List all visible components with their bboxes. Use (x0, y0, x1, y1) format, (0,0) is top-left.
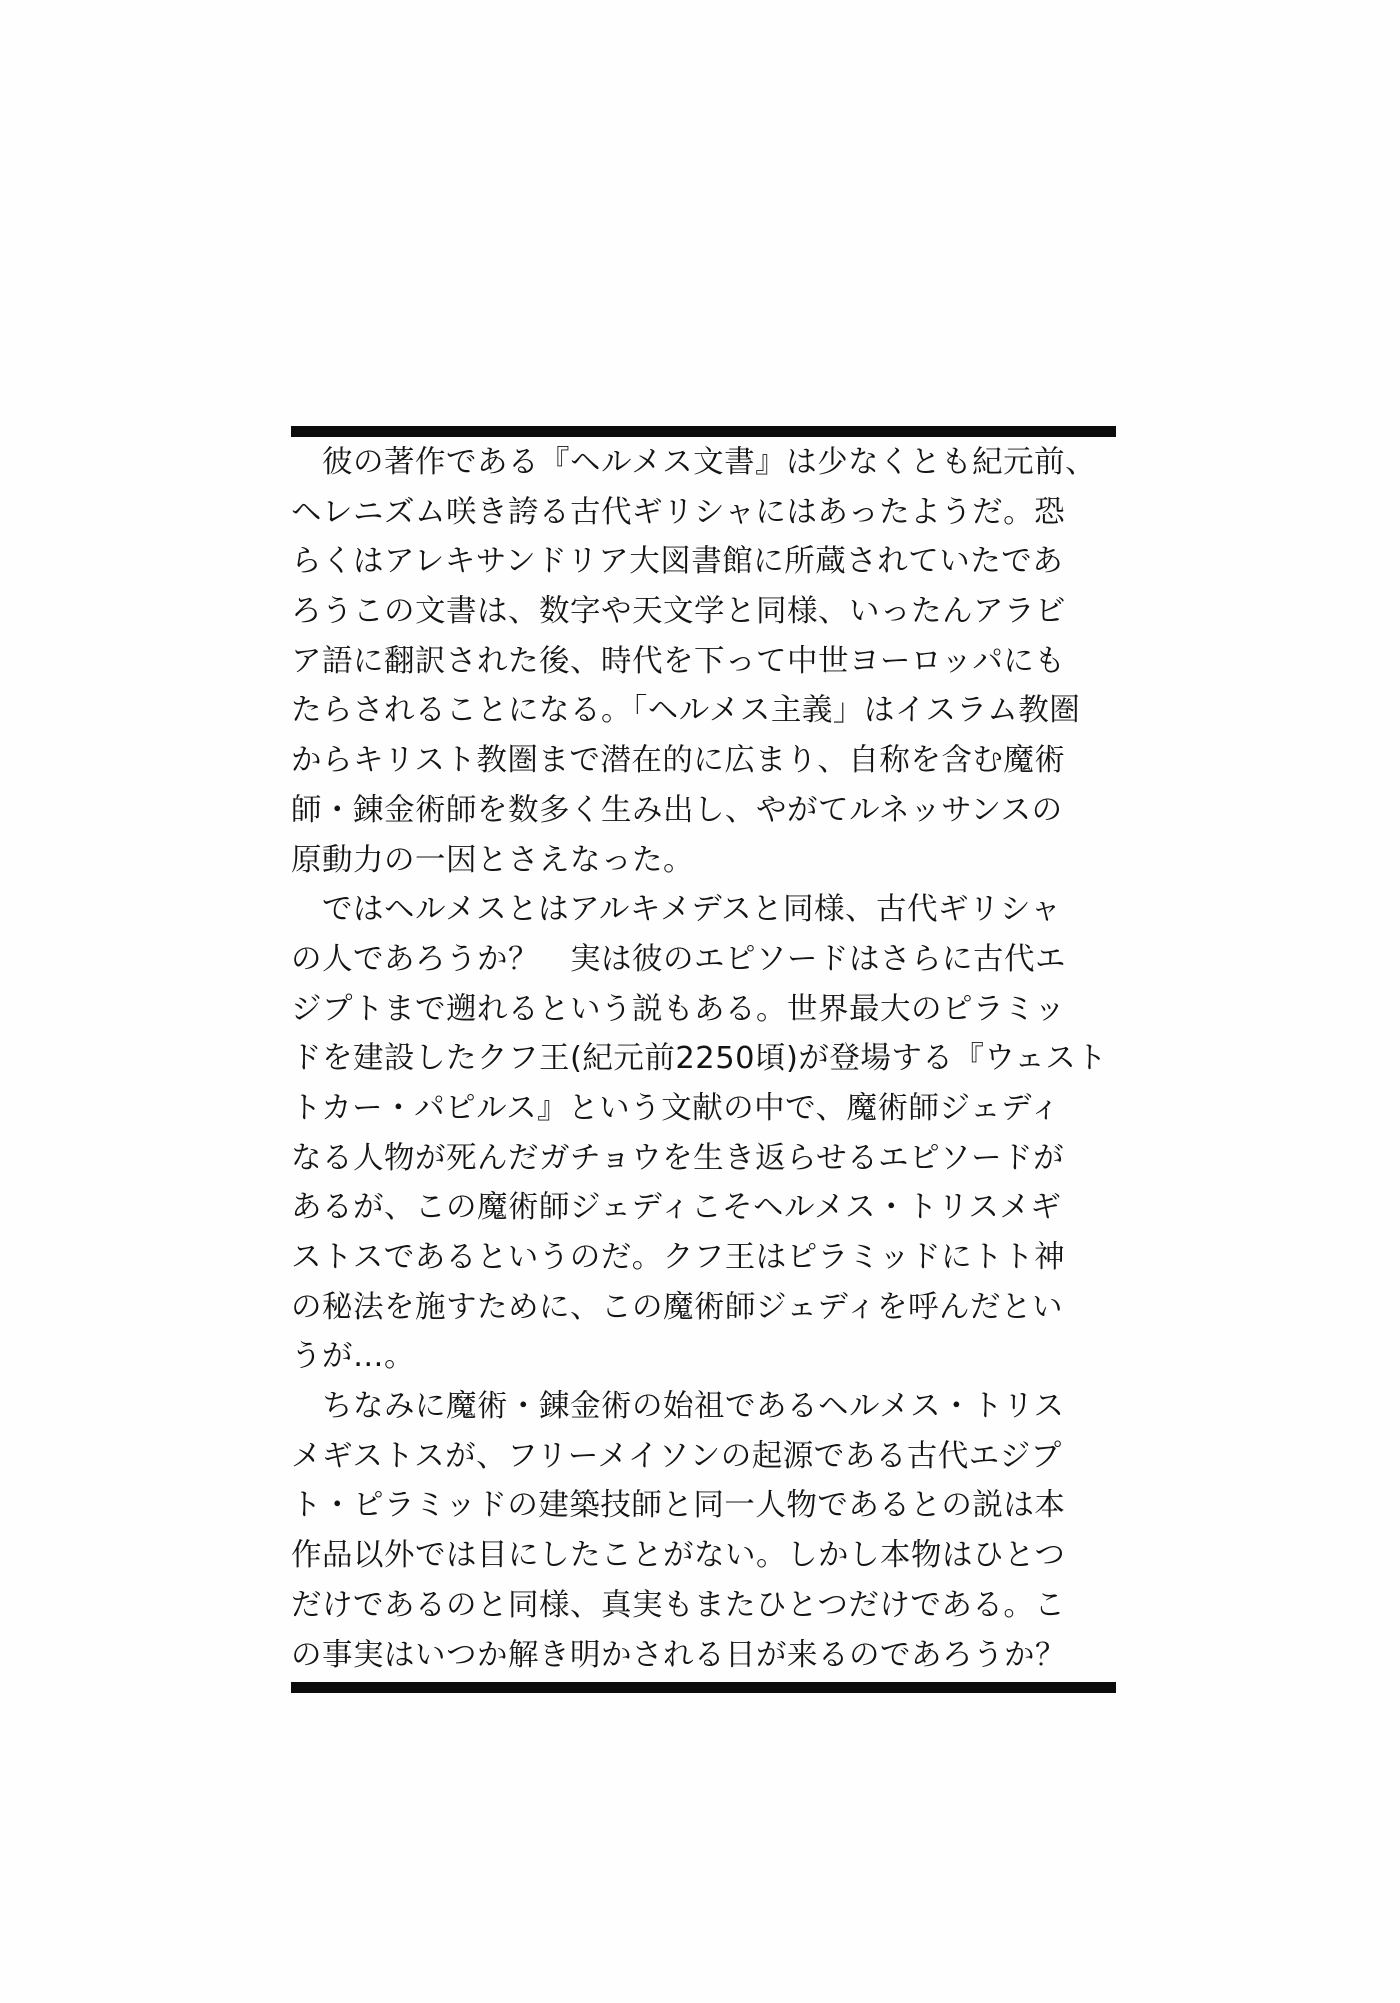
text-line: 原動力の一因とさえなった。 (291, 842, 694, 878)
text-line: なる人物が死んだガチョウを生き返らせるエピソードが (291, 1140, 1065, 1176)
text-line: らくはアレキサンドリア大図書館に所蔵されていたであ (291, 544, 1064, 580)
text-line: メギストスが、フリーメイソンの起源である古代エジプ (291, 1438, 1062, 1474)
text-line: の人であろうか？ 実は彼のエピソードはさらに古代エ (291, 941, 1066, 977)
text-line: うが…。 (291, 1339, 415, 1375)
text-line: たらされることになる。「ヘルメス主義」はイスラム教圏 (291, 693, 1081, 729)
text-line: ろうこの文書は、数字や天文学と同様、いったんアラビ (291, 594, 1066, 630)
text-line: ヘレニズム咲き誇る古代ギリシャにはあったようだ。恐 (291, 494, 1066, 530)
text-line: ト・ピラミッドの建築技師と同一人物であるとの説は本 (291, 1488, 1066, 1524)
bottom-rule (291, 1682, 1116, 1693)
text-line: の秘法を施すために、この魔術師ジェディを呼んだとい (291, 1289, 1063, 1325)
text-line: 彼の著作である『ヘルメス文書』は少なくとも紀元前、 (291, 445, 1097, 480)
text-line: の事実はいつか解き明かされる日が来るのであろうか？ (291, 1637, 1066, 1673)
article-text (291, 438, 1121, 1680)
text-line: ドを建設したクフ王(紀元前2250頃)が登場する『ウェスト (291, 1041, 1108, 1077)
top-rule (291, 426, 1116, 437)
text-line: からキリスト教圏まで潜在的に広まり、自称を含む魔術 (291, 743, 1066, 779)
text-line: トカー・パピルス』という文献の中で、魔術師ジェディ (291, 1090, 1061, 1126)
text-line: ではヘルメスとはアルキメデスと同様、古代ギリシャ (291, 892, 1062, 928)
text-line: だけであるのと同様、真実もまたひとつだけである。こ (291, 1587, 1066, 1623)
text-line: 作品以外では目にしたことがない。しかし本物はひとつ (291, 1538, 1066, 1574)
text-line: 師・錬金術師を数多く生み出し、やがてルネッサンスの (291, 792, 1063, 828)
text-line: ストスであるというのだ。クフ王はピラミッドにトト神 (291, 1240, 1066, 1275)
text-line: ジプトまで遡れるという説もある。世界最大のピラミッ (291, 991, 1066, 1027)
text-line: あるが、この魔術師ジェディこそヘルメス・トリスメギ (291, 1190, 1062, 1226)
text-line: ア語に翻訳された後、時代を下って中世ヨーロッパにも (291, 643, 1066, 679)
text-line: ちなみに魔術・錬金術の始祖であるヘルメス・トリス (291, 1389, 1065, 1425)
